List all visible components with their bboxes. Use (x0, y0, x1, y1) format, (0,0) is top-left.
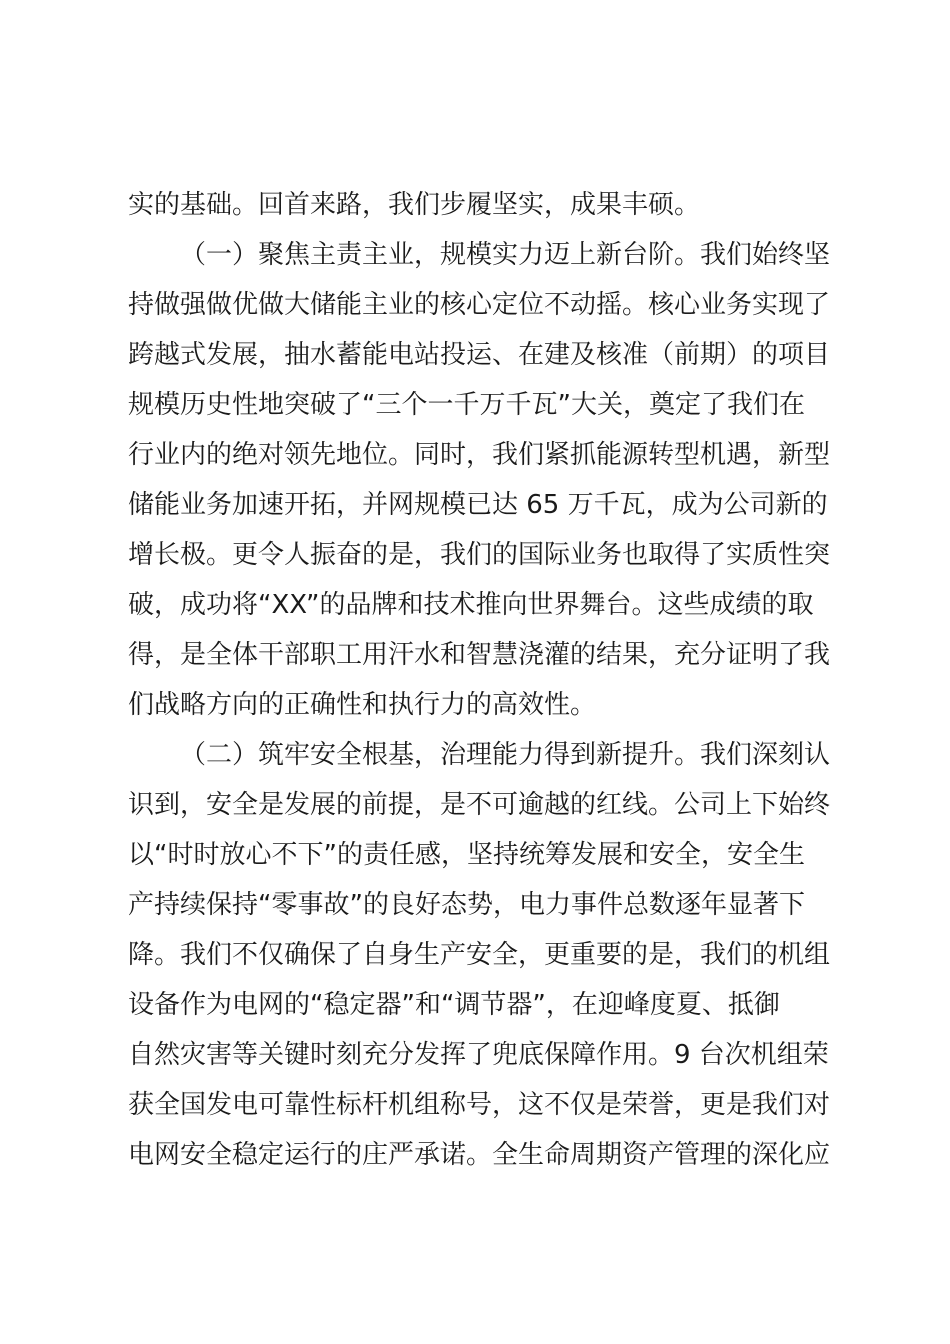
text-line: 破，成功将“XX”的品牌和技术推向世界舞台。这些成绩的取 (128, 590, 814, 620)
text-line: 识到，安全是发展的前提，是不可逾越的红线。公司上下始终 (128, 790, 831, 820)
text-line: 以“时时放心不下”的责任感，坚持统筹发展和安全，安全生 (128, 840, 805, 870)
text-line: 们战略方向的正确性和执行力的高效性。 (128, 690, 597, 720)
text-line: 设备作为电网的“稳定器”和“调节器”，在迎峰度夏、抵御 (128, 990, 780, 1020)
text-line: 自然灾害等关键时刻充分发挥了兜底保障作用。9 台次机组荣 (128, 1040, 829, 1070)
text-line: 跨越式发展，抽水蓄能电站投运、在建及核准（前期）的项目 (128, 340, 831, 370)
text-line: 增长极。更令人振奋的是，我们的国际业务也取得了实质性突 (128, 540, 831, 570)
text-line: （一）聚焦主责主业，规模实力迈上新台阶。我们始终坚 (180, 240, 831, 270)
text-line: 获全国发电可靠性标杆机组称号，这不仅是荣誉，更是我们对 (128, 1090, 831, 1120)
text-line: 得，是全体干部职工用汗水和智慧浇灌的结果，充分证明了我 (128, 640, 831, 670)
text-line: 降。我们不仅确保了自身生产安全，更重要的是，我们的机组 (128, 940, 831, 970)
text-line: 行业内的绝对领先地位。同时，我们紧抓能源转型机遇，新型 (128, 440, 831, 470)
text-line: 产持续保持“零事故”的良好态势，电力事件总数逐年显著下 (128, 890, 805, 920)
text-line: 持做强做优做大储能主业的核心定位不动摇。核心业务实现了 (128, 290, 831, 320)
text-line: 电网安全稳定运行的庄严承诺。全生命周期资产管理的深化应 (128, 1140, 831, 1170)
text-line: 实的基础。回首来路，我们步履坚实，成果丰硕。 (128, 190, 701, 220)
text-line: 储能业务加速开拓，并网规模已达 65 万千瓦，成为公司新的 (128, 490, 828, 520)
text-line: 规模历史性地突破了“三个一千万千瓦”大关，奠定了我们在 (128, 390, 805, 420)
text-line: （二）筑牢安全根基，治理能力得到新提升。我们深刻认 (180, 740, 831, 770)
